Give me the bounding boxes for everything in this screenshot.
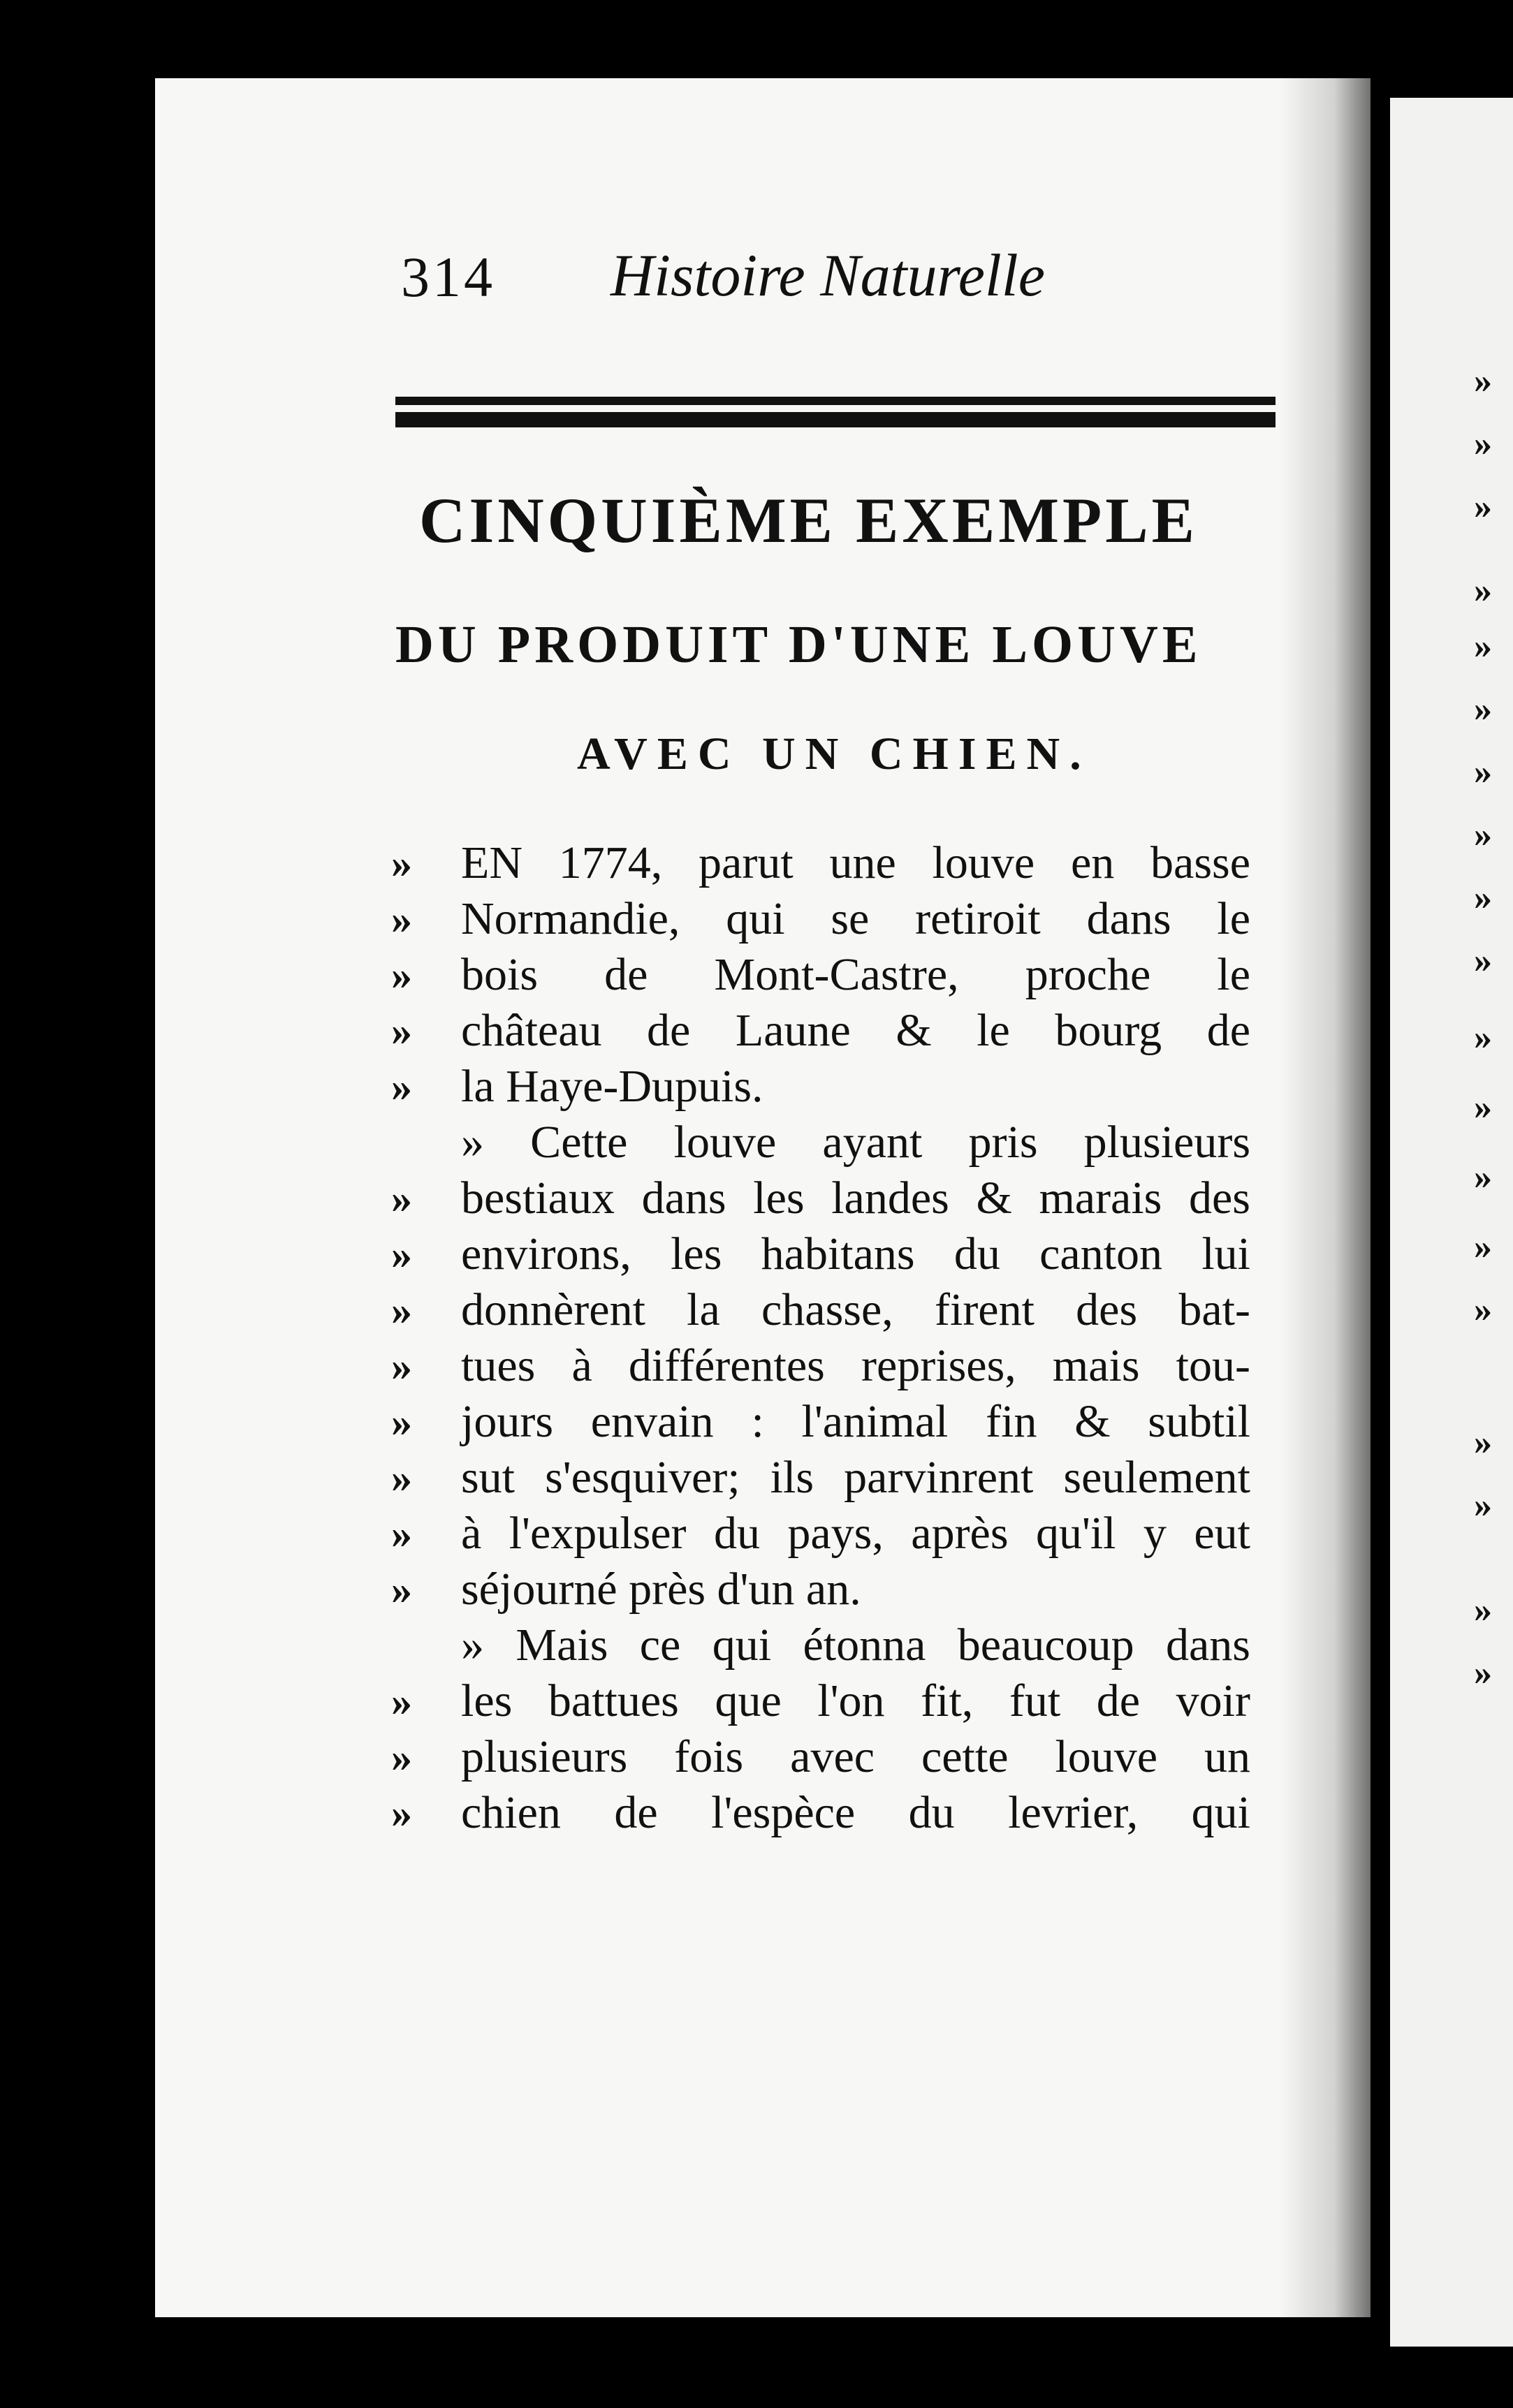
text-line <box>391 1226 1292 1282</box>
text-line <box>391 1506 1292 1562</box>
facing-mark: » <box>1474 1485 1492 1525</box>
quote-mark: » <box>391 1511 412 1557</box>
quote-mark: » <box>391 952 412 998</box>
quote-mark: » <box>391 840 412 886</box>
chapter-heading-line-2: DU PRODUIT D'UNE LOUVE <box>395 615 1202 674</box>
quote-mark: » <box>391 1175 412 1221</box>
line-text: à l'expulser du pays, après qu'il y eut <box>461 1508 1250 1559</box>
text-line <box>391 1450 1292 1506</box>
line-text: Normandie, qui se retiroit dans le <box>461 893 1250 944</box>
quote-mark: » <box>391 1287 412 1333</box>
facing-mark: » <box>1474 1590 1492 1630</box>
text-line <box>391 947 1292 1003</box>
text-line <box>391 1338 1292 1394</box>
line-text: bois de Mont-Castre, proche le <box>461 949 1250 1000</box>
facing-mark: » <box>1474 361 1492 401</box>
line-text: bestiaux dans les landes & marais des <box>461 1173 1250 1224</box>
facing-page-edge <box>1390 98 1513 2347</box>
text-line <box>391 1673 1292 1729</box>
facing-mark: » <box>1474 1290 1492 1330</box>
chapter-heading-line-3: AVEC UN CHIEN. <box>577 728 1091 779</box>
line-text: château de Laune & le bourg de <box>461 1005 1250 1056</box>
quote-mark: » <box>391 1008 412 1054</box>
text-line <box>391 1617 1292 1673</box>
facing-mark: » <box>1474 626 1492 666</box>
facing-mark: » <box>1474 1423 1492 1462</box>
line-text: donnèrent la chasse, firent des bat- <box>461 1284 1250 1335</box>
facing-mark: » <box>1474 1653 1492 1693</box>
quote-mark: » <box>391 1678 412 1724</box>
facing-mark: » <box>1474 1018 1492 1057</box>
line-text: » Mais ce qui étonna beaucoup dans <box>461 1620 1250 1671</box>
quote-mark: » <box>391 896 412 942</box>
chapter-heading-line-1: CINQUIÈME EXEMPLE <box>419 485 1198 556</box>
line-text: sut s'esquiver; ils parvinrent seulement <box>461 1452 1250 1503</box>
quote-mark: » <box>391 1455 412 1501</box>
facing-mark: » <box>1474 815 1492 855</box>
line-text: séjourné près d'un an. <box>461 1564 861 1615</box>
header-rule-thick <box>395 412 1276 427</box>
text-line <box>391 1115 1292 1170</box>
facing-mark: » <box>1474 752 1492 792</box>
line-text: » Cette louve ayant pris plusieurs <box>461 1117 1250 1168</box>
header-rule-thin <box>395 397 1276 405</box>
facing-mark: » <box>1474 1087 1492 1127</box>
quote-mark: » <box>391 1231 412 1277</box>
facing-mark: » <box>1474 1157 1492 1197</box>
facing-mark: » <box>1474 941 1492 981</box>
facing-mark: » <box>1474 878 1492 918</box>
text-line <box>391 1059 1292 1115</box>
facing-mark: » <box>1474 689 1492 729</box>
quote-mark: » <box>391 1734 412 1780</box>
facing-mark: » <box>1474 487 1492 527</box>
text-line <box>391 1562 1292 1617</box>
text-line <box>391 835 1292 891</box>
text-line <box>391 1785 1292 1841</box>
text-line <box>391 1729 1292 1785</box>
quote-mark: » <box>391 1343 412 1389</box>
page-gutter-shadow <box>1280 78 1371 2317</box>
quote-mark: » <box>391 1399 412 1445</box>
line-text: jours envain : l'animal fin & subtil <box>461 1396 1250 1447</box>
line-text: chien de l'espèce du levrier, qui <box>461 1787 1250 1838</box>
text-line <box>391 1394 1292 1450</box>
quote-mark: » <box>391 1566 412 1613</box>
facing-mark: » <box>1474 571 1492 610</box>
quote-mark: » <box>391 1064 412 1110</box>
text-line <box>391 891 1292 947</box>
page-number: 314 <box>401 245 495 309</box>
line-text: les battues que l'on fit, fut de voir <box>461 1675 1250 1726</box>
facing-mark: » <box>1474 424 1492 464</box>
line-text: la Haye-Dupuis. <box>461 1061 763 1112</box>
text-line <box>391 1170 1292 1226</box>
text-line <box>391 1282 1292 1338</box>
running-head <box>401 237 1309 321</box>
running-title: Histoire Naturelle <box>611 242 1045 309</box>
line-text: tues à différentes reprises, mais tou- <box>461 1340 1250 1391</box>
line-text: plusieurs fois avec cette louve un <box>461 1731 1250 1782</box>
quote-mark: » <box>391 1790 412 1836</box>
line-text: EN 1774, parut une louve en basse <box>461 837 1250 888</box>
text-line <box>391 1003 1292 1059</box>
facing-mark: » <box>1474 1227 1492 1267</box>
line-text: environs, les habitans du canton lui <box>461 1228 1250 1279</box>
